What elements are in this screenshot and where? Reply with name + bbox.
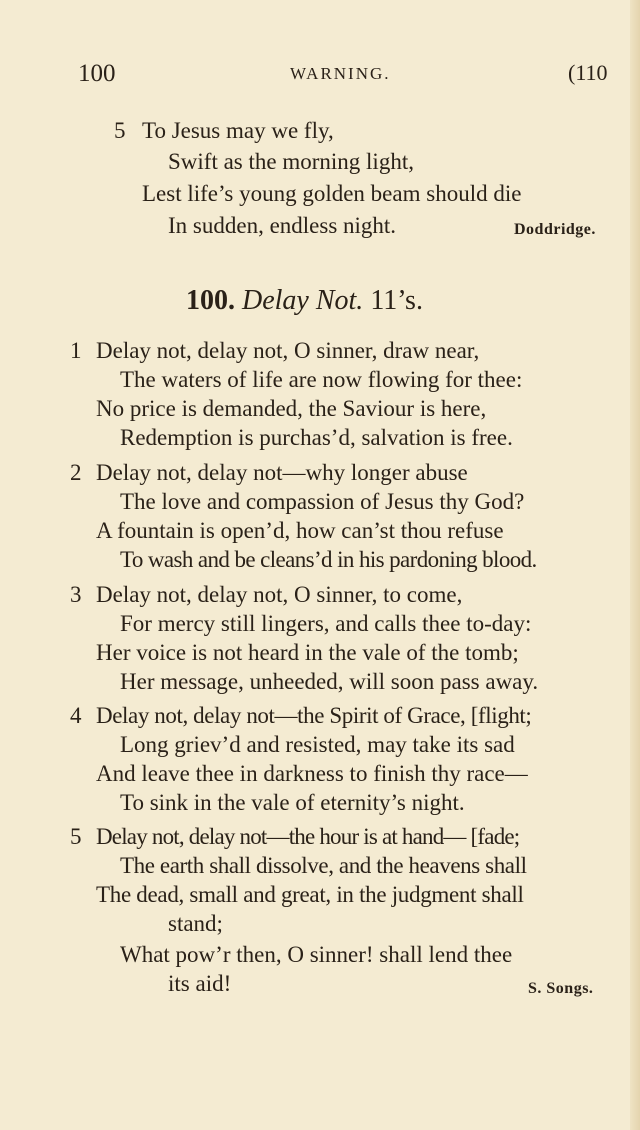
- verse-line: stand;: [168, 911, 223, 936]
- verse-line: For mercy still lingers, and calls thee to-day:: [120, 611, 532, 636]
- verse-line: To wash and be cleans’d in his pardoning blood.: [120, 547, 537, 572]
- verse-line: The earth shall dissolve, and the heavens shall: [120, 853, 527, 878]
- verse-number: 3: [70, 582, 82, 607]
- hymn-name: Delay Not.: [242, 285, 364, 316]
- verse-number: 2: [70, 460, 82, 485]
- verse-line: Long griev’d and resisted, may take its sad: [120, 732, 515, 757]
- verse-line: Her message, unheeded, will soon pass away.: [120, 669, 539, 694]
- verse-line: To Jesus may we fly,: [142, 118, 334, 143]
- page-number: 100: [78, 60, 116, 87]
- hymn-title: [186, 285, 423, 317]
- source-attribution: S. Songs.: [528, 980, 594, 997]
- verse-number: 4: [70, 703, 82, 728]
- verse-line: Lest life’s young golden beam should die: [142, 181, 522, 206]
- verse-line: The dead, small and great, in the judgment shall: [96, 882, 524, 907]
- verse-line: In sudden, endless night.: [168, 213, 397, 238]
- verse-line: What pow’r then, O sinner! shall lend thee: [120, 942, 513, 967]
- verse-line: its aid!: [168, 971, 232, 996]
- verse-line: A fountain is open’d, how can’st thou refuse: [96, 518, 504, 543]
- verse-number: 5: [70, 824, 82, 849]
- verse-line: To sink in the vale of eternity’s night.: [120, 790, 465, 815]
- verse-line: Delay not, delay not, O sinner, to come,: [96, 582, 463, 607]
- hymn-reference: (110: [568, 60, 608, 85]
- verse-line: Her voice is not heard in the vale of the tomb;: [96, 640, 519, 665]
- verse-line: The waters of life are now flowing for thee:: [120, 367, 523, 392]
- verse-line: And leave thee in darkness to finish thy race—: [96, 761, 528, 786]
- page-edge: [630, 0, 640, 1130]
- verse-line: No price is demanded, the Saviour is here,: [96, 396, 487, 421]
- verse-line: Delay not, delay not—the hour is at hand— [fade;: [96, 824, 520, 849]
- verse-line: Delay not, delay not—why longer abuse: [96, 460, 468, 485]
- verse-number: 1: [70, 338, 82, 363]
- verse-line: The love and compassion of Jesus thy God?: [120, 489, 525, 514]
- verse-line: Delay not, delay not—the Spirit of Grace, [flight;: [96, 703, 532, 728]
- running-title: WARNING.: [290, 64, 391, 83]
- page-header: [0, 60, 640, 90]
- hymn-number: 100.: [186, 285, 235, 316]
- hymn-meter: 11’s.: [370, 285, 423, 316]
- verse-number: 5: [114, 118, 126, 143]
- verse-line: Swift as the morning light,: [168, 149, 414, 174]
- verse-line: Redemption is purchas’d, salvation is free.: [120, 425, 513, 450]
- verse-line: Delay not, delay not, O sinner, draw near,: [96, 338, 480, 363]
- author-attribution: Doddridge.: [514, 221, 596, 238]
